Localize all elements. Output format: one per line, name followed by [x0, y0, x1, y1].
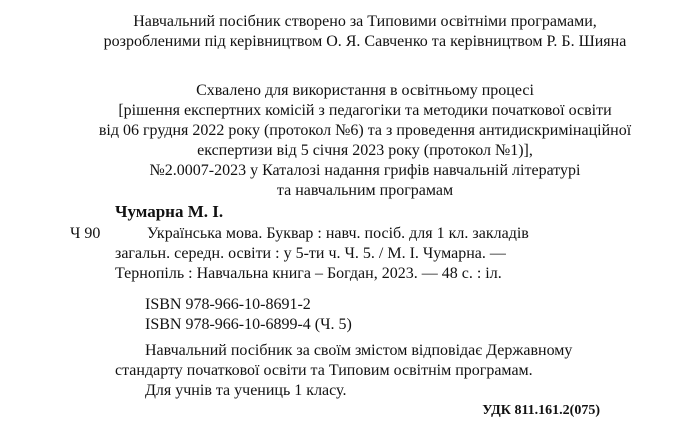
- approval-line: №2.0007-2023 у Каталозі надання грифів навчальній літературі: [149, 162, 581, 179]
- author-name: Чумарна М. І.: [115, 202, 224, 221]
- approval-line: [рішення експертних комісій з педагогіки та методики початкової освіти: [118, 102, 612, 119]
- header-line: Навчальний посібник створено за Типовими освітніми програмами,: [133, 13, 597, 30]
- approval-line: Схвалено для використання в освітньому процесі: [196, 82, 534, 99]
- udk-code: УДК 811.161.2(075): [482, 403, 600, 418]
- approval-line: від 06 грудня 2022 року (протокол №6) та з проведення антидискримінаційної: [98, 122, 632, 139]
- approval-line: та навчальним програмам: [276, 182, 454, 199]
- description-line: стандарту початкової освіти та Типовим освітнім програмам.: [115, 362, 533, 379]
- isbn-line: ISBN 978-966-10-6899-4 (Ч. 5): [145, 316, 352, 333]
- bibliographic-line: Українська мова. Буквар : навч. посіб. для 1 кл. закладів: [147, 225, 529, 242]
- bibliographic-line: загальн. середн. освіти : у 5-ти ч. Ч. 5. / М. І. Чумарна. —: [115, 245, 506, 262]
- classification-code: Ч 90: [70, 225, 101, 242]
- isbn-line: ISBN 978-966-10-8691-2: [145, 296, 311, 313]
- bibliographic-line: Тернопіль : Навчальна книга – Богдан, 2023. — 48 с. : іл.: [115, 265, 502, 282]
- description-line: Навчальний посібник за своїм змістом відповідає Державному: [145, 342, 573, 359]
- approval-line: експертизи від 5 січня 2023 року (протокол №1)],: [197, 142, 533, 159]
- header-line: розробленими під керівництвом О. Я. Савченко та керівництвом Р. Б. Шияна: [103, 33, 627, 50]
- description-line: Для учнів та учениць 1 класу.: [145, 382, 347, 399]
